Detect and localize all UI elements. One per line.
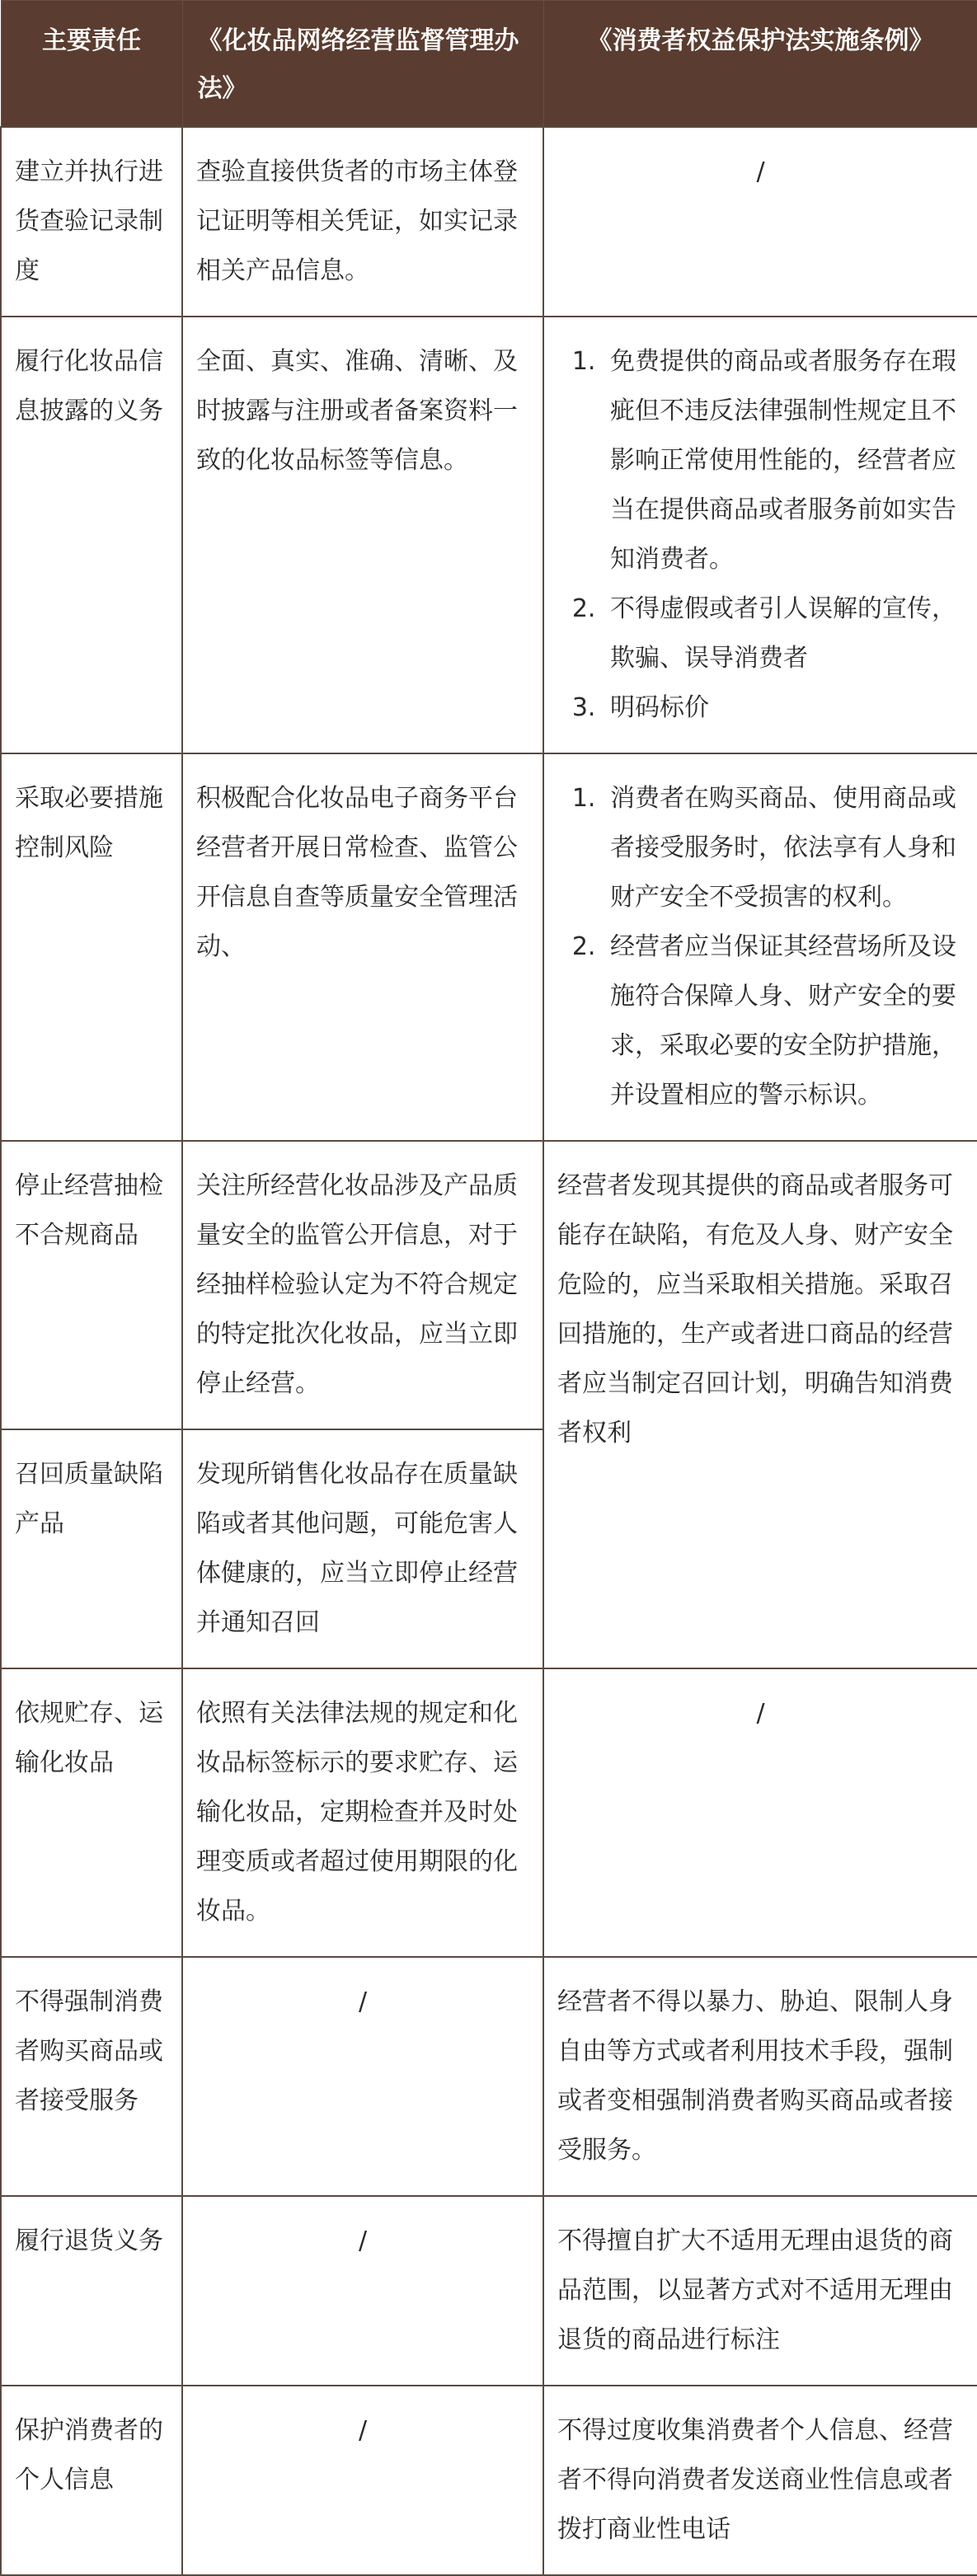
table-row <box>1 317 977 753</box>
duty-cell: 采取必要措施控制风险 <box>1 753 182 1141</box>
duty-cell: 不得强制消费者购买商品或者接受服务 <box>1 1957 182 2196</box>
duty-cell: 保护消费者的个人信息 <box>1 2386 182 2575</box>
regulation-cell: 经营者不得以暴力、胁迫、限制人身自由等方式或者利用技术手段，强制或者变相强制消费者购买商品或者接受服务。 <box>543 1957 977 2196</box>
regulation-cell <box>543 753 977 1141</box>
list-item: 2. 不得虚假或者引人误解的宣传，欺骗、误导消费者 <box>604 584 964 683</box>
duty-cell: 建立并执行进货查验记录制度 <box>1 127 182 317</box>
rule-cell: 关注所经营化妆品涉及产品质量安全的监管公开信息，对于经抽样检验认定为不符合规定的特定批次化妆品，应当立即停止经营。 <box>182 1141 543 1429</box>
regulation-cell: / <box>543 127 977 317</box>
duty-cell: 履行退货义务 <box>1 2196 182 2386</box>
regulation-cell: 不得擅自扩大不适用无理由退货的商品范围，以显著方式对不适用无理由退货的商品进行标注 <box>543 2196 977 2386</box>
rule-cell: / <box>182 2196 543 2386</box>
regulation-cell: 不得过度收集消费者个人信息、经营者不得向消费者发送商业性信息或者拨打商业性电话 <box>543 2386 977 2575</box>
duty-cell: 召回质量缺陷产品 <box>1 1429 182 1668</box>
list-item: 1. 免费提供的商品或者服务存在瑕疵但不违反法律强制性规定且不影响正常使用性能的，经营者应当在提供商品或者服务前如实告知消费者。 <box>604 337 964 584</box>
header-duty: 主要责任 <box>1 1 182 128</box>
duty-cell: 依规贮存、运输化妆品 <box>1 1668 182 1957</box>
regulation-cell: 经营者发现其提供的商品或者服务可能存在缺陷，有危及人身、财产安全危险的，应当采取相关措施。采取召回措施的，生产或者进口商品的经营者应当制定召回计划，明确告知消费者权利 <box>543 1141 977 1668</box>
header-consumer-regulation: 《消费者权益保护法实施条例》 <box>543 1 977 128</box>
rule-cell: / <box>182 2386 543 2575</box>
rule-cell: 积极配合化妆品电子商务平台经营者开展日常检查、监管公开信息自查等质量安全管理活动、 <box>182 753 543 1141</box>
table-row <box>1 127 977 317</box>
rule-cell: 全面、真实、准确、清晰、及时披露与注册或者备案资料一致的化妆品标签等信息。 <box>182 317 543 753</box>
rule-cell: 查验直接供货者的市场主体登记证明等相关凭证，如实记录相关产品信息。 <box>182 127 543 317</box>
table-row <box>1 1957 977 2196</box>
rule-cell: 依照有关法律法规的规定和化妆品标签标示的要求贮存、运输化妆品，定期检查并及时处理变质或者超过使用期限的化妆品。 <box>182 1668 543 1957</box>
list-item: 2. 经营者应当保证其经营场所及设施符合保障人身、财产安全的要求，采取必要的安全防护措施，并设置相应的警示标识。 <box>604 922 964 1120</box>
table-row <box>1 753 977 1141</box>
duty-cell: 停止经营抽检不合规商品 <box>1 1141 182 1429</box>
regulation-cell <box>543 317 977 753</box>
list-item: 3. 明码标价 <box>604 683 964 733</box>
table-row <box>1 1668 977 1957</box>
rule-cell: 发现所销售化妆品存在质量缺陷或者其他问题，可能危害人体健康的，应当立即停止经营并通知召回 <box>182 1429 543 1668</box>
rule-cell: / <box>182 1957 543 2196</box>
table-row <box>1 2196 977 2386</box>
duty-cell: 履行化妆品信息披露的义务 <box>1 317 182 753</box>
regulation-list <box>557 337 964 733</box>
list-item: 1. 消费者在购买商品、使用商品或者接受服务时，依法享有人身和财产安全不受损害的权利。 <box>604 774 964 922</box>
table-row <box>1 2386 977 2575</box>
header-cosmetics-rules: 《化妆品网络经营监督管理办法》 <box>182 1 543 128</box>
header-row <box>1 1 977 128</box>
regulation-list <box>557 774 964 1120</box>
table-row <box>1 1141 977 1429</box>
regulation-cell: / <box>543 1668 977 1957</box>
